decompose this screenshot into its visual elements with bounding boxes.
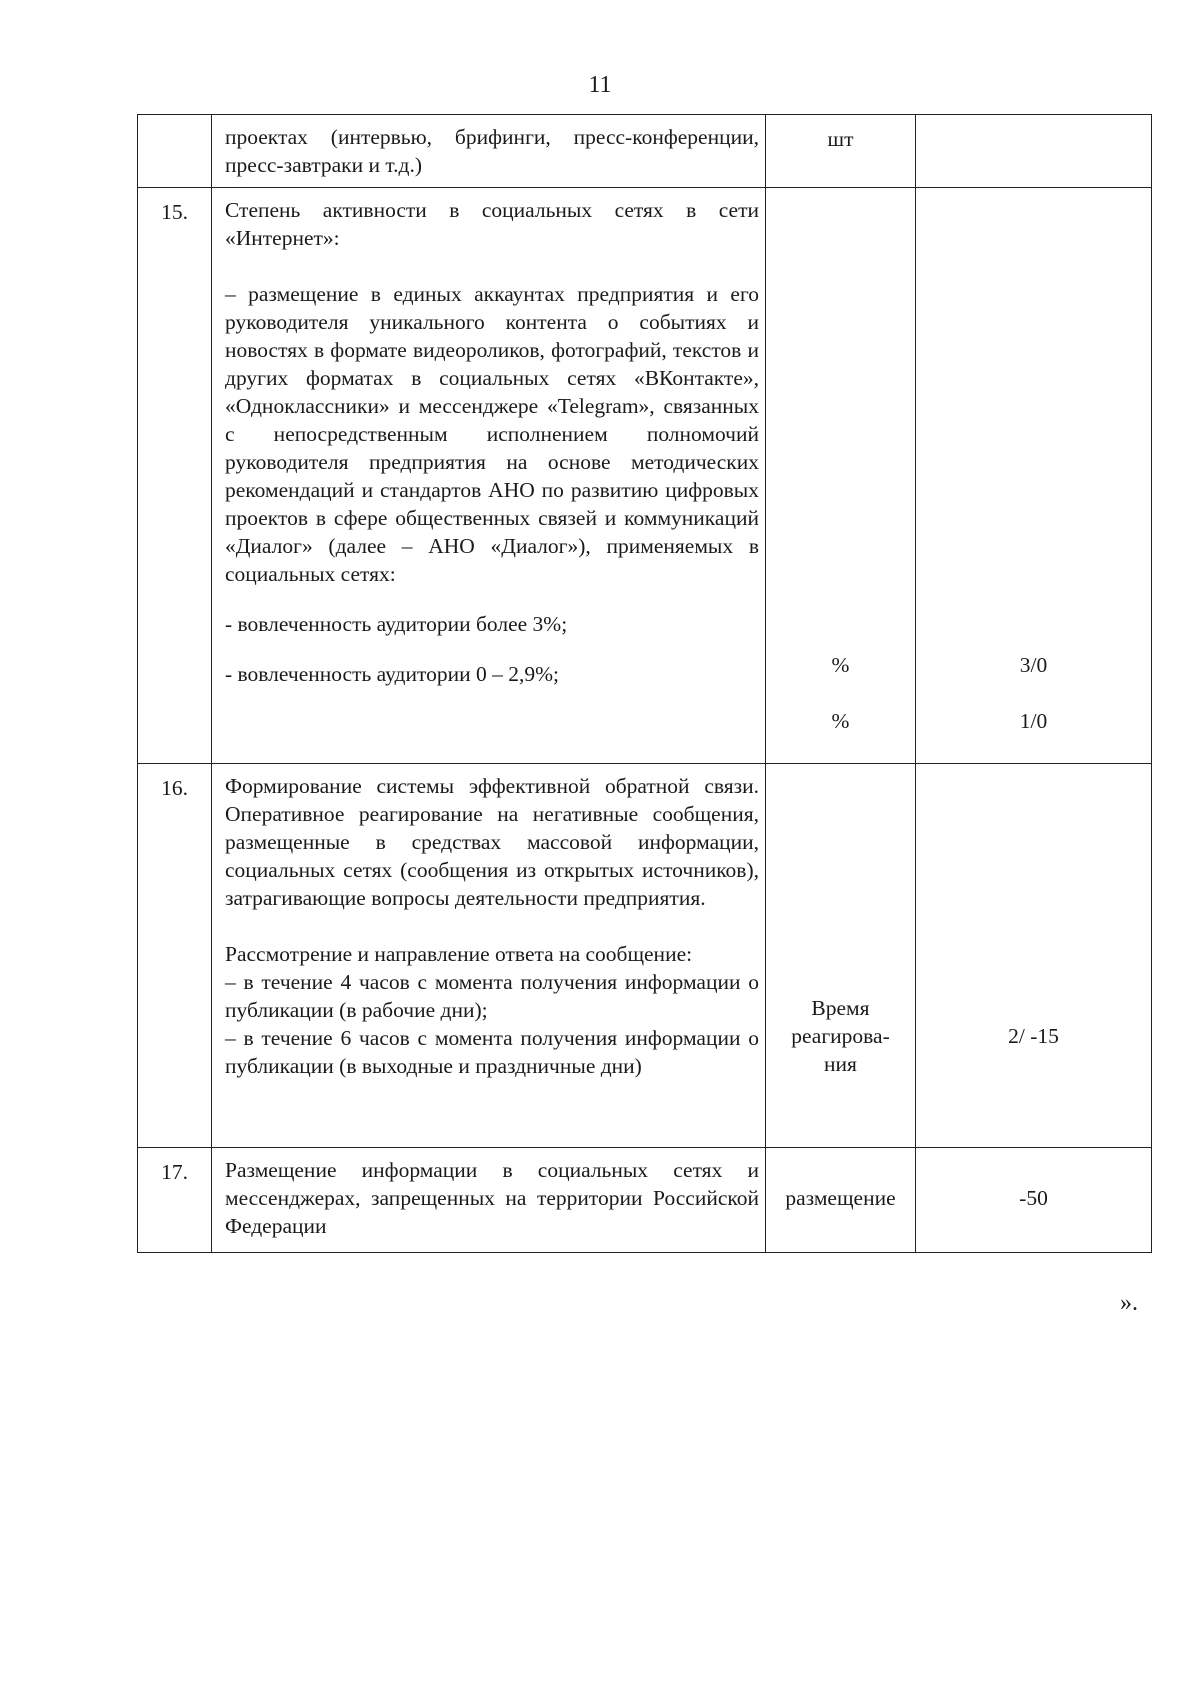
row-15-sub-item-1: - вовлеченность аудитории более 3%;	[225, 612, 568, 636]
table-row-15	[138, 188, 1152, 764]
row-15-sub-item-2-unit: %	[831, 709, 850, 733]
row-15-sub-item-2-score: 1/0	[1019, 709, 1048, 733]
row-16-unit-text: Время реагирова-ния	[791, 996, 890, 1076]
row-16-paragraph-2: Рассмотрение и направление ответа на сообщение:	[225, 942, 693, 966]
row-description-cell	[212, 1148, 766, 1253]
row-unit-text: шт	[827, 127, 854, 151]
row-17-score-text: -50	[1019, 1186, 1048, 1210]
row-description-cell	[212, 188, 766, 764]
row-unit-cell	[766, 188, 916, 764]
row-description-cell	[212, 115, 766, 188]
row-16-paragraph-1: Формирование системы эффективной обратной связи. Оперативное реагирование на негативные сообщения, размещенные в средствах массовой информации, социальных сетях (сообщения из открытых источников), затрагивающие вопросы деятельности предприятия.	[225, 774, 759, 910]
row-description-text: проектах (интервью, брифинги, пресс-конференции, пресс-завтраки и т.д.)	[225, 125, 759, 177]
row-number-cell: 16.	[138, 764, 212, 1148]
criteria-table	[137, 114, 1152, 1253]
row-15-heading: Степень активности в социальных сетях в сети «Интернет»:	[225, 198, 759, 250]
row-15-sub-item-1-unit: %	[831, 653, 850, 677]
row-number-cell	[138, 115, 212, 188]
row-unit-cell	[766, 764, 916, 1148]
row-17-description: Размещение информации в социальных сетях и мессенджерах, запрещенных на территории Российской Федерации	[225, 1158, 759, 1238]
row-score-cell	[916, 188, 1152, 764]
row-16-item-1: – в течение 4 часов с момента получения информации о публикации (в рабочие дни);	[225, 970, 759, 1022]
row-unit-cell	[766, 1148, 916, 1253]
row-15-body: – размещение в единых аккаунтах предприятия и его руководителя уникального контента о событиях и новостях в формате видеороликов, фотографий, текстов и других форматах в социальных сетях «ВКонтакте», «Одноклассники» и мессенджере «Telegram», связанных с непосредственным исполнением полномочий руководителя предприятия на основе методических рекомендаций и стандартов АНО по развитию цифровых проектов в сфере общественных связей и коммуникаций «Диалог» (далее – АНО «Диалог»), применяемых в социальных сетях:	[225, 282, 759, 586]
page-number: 11	[588, 72, 612, 98]
row-unit-cell	[766, 115, 916, 188]
row-15-sub-item-1-score: 3/0	[1019, 653, 1048, 677]
row-description-cell	[212, 764, 766, 1148]
table-row-continued	[138, 115, 1152, 188]
row-number-cell: 15.	[138, 188, 212, 764]
table-row-16	[138, 764, 1152, 1148]
table-row-17	[138, 1148, 1152, 1253]
closing-quote-mark: ».	[1120, 1290, 1138, 1316]
row-score-cell	[916, 1148, 1152, 1253]
row-score-cell	[916, 115, 1152, 188]
row-17-unit-text: размещение	[785, 1186, 896, 1210]
row-16-score-text: 2/ -15	[1008, 1024, 1059, 1048]
row-score-cell	[916, 764, 1152, 1148]
row-15-sub-item-2: - вовлеченность аудитории 0 – 2,9%;	[225, 662, 559, 686]
row-16-item-2: – в течение 6 часов с момента получения информации о публикации (в выходные и праздничные дни)	[225, 1026, 759, 1078]
row-number-cell: 17.	[138, 1148, 212, 1253]
